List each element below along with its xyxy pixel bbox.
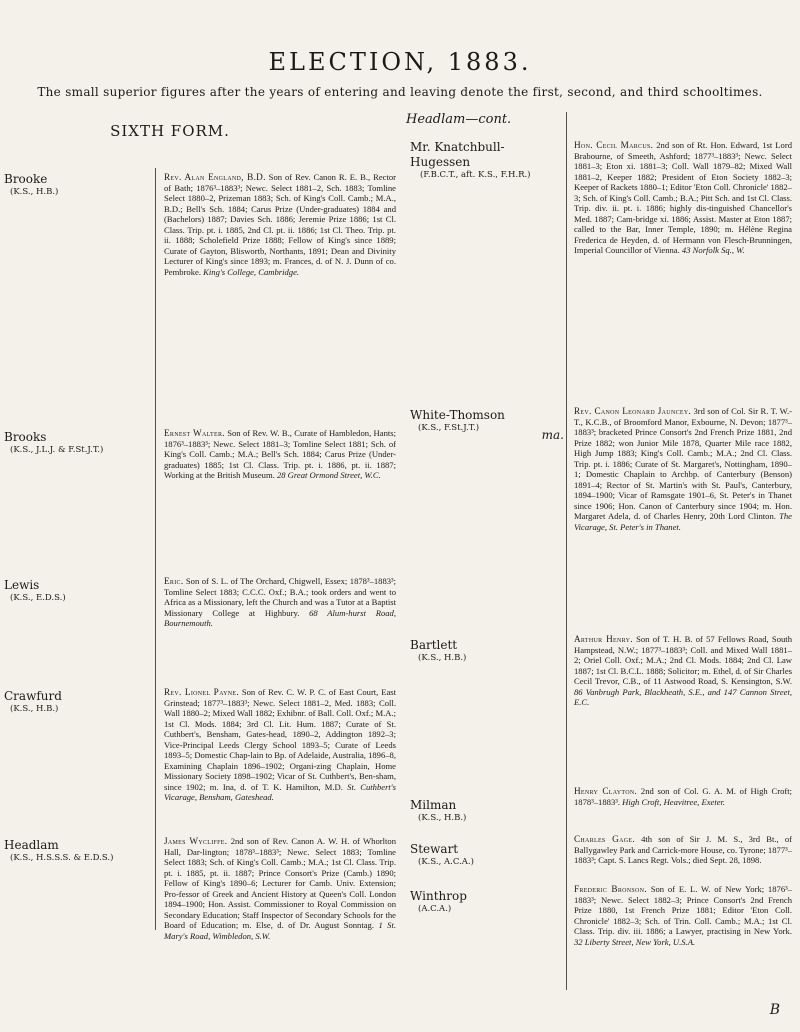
ma-suffix: ma.: [541, 428, 564, 442]
name-label-4: Headlam (K.S., H.S.S.S. & E.D.S.): [4, 838, 114, 863]
name-label-0: Brooke (K.S., H.B.): [4, 172, 59, 197]
name-label-6: White-Thomson (K.S., F.St.J.T.): [410, 408, 505, 433]
entry-bartlett: Arthur Henry. Son of T. H. B. of 57 Fellows Road, South Hampstead, N.W.; 1877³–1883³; Coll. and Mixed Wall 1881–2; Oriel Coll. Oxf.; M.A.; 2nd Cl. Mods. 1884; 2nd Cl. Law 1887; 1st Cl. B.C.L. 1888; Solicitor; m. Ethel, d. of Sir Charles Cecil Trevor, C.B., of 11 Astwood Road, S. Kensington, S.W. 86 Vanbrugh Park, Blackheath, S.E., and 147 Cannon Street, E.C.: [574, 634, 792, 707]
sixth-form-heading: SIXTH FORM.: [110, 122, 230, 140]
page-title: ELECTION, 1883.: [268, 48, 532, 76]
entry-white-thomson: Rev. Canon Leonard Jauncey. 3rd son of Col. Sir R. T. W.-T., K.C.B., of Broomford Manor, Exbourne, N. Devon; 1877³–1883³; bracketed Prince Consort's 2nd French Prize 1881, 2nd Prize 1882; won Junior Mile 1878, Quarter Mile race 1882, High Jump 1883; King's Coll. Camb.; M.A.; 2nd Cl. Class. Trip. pt. i. 1886; Curate of St. Margaret's, Nottingham, 1890–1; Domestic Chaplain to Archbp. of Canterbury (Benson) 1891–4; Rector of St. Martin's with St. Paul's, Canterbury, 1894–1900; Vicar of Ramsgate 1901–6, St. Peter's in Thanet since 1906; Hon. Canon of Canterbury since 1904; m. Hon. Margaret Adela, d. of Charles Henry, 20th Lord Clinton. The Vicarage, St. Peter's in Thanet.: [574, 406, 792, 532]
headlam-continued-heading: Headlam—cont.: [406, 112, 512, 127]
column-rule-1: [155, 168, 156, 930]
name-label-8: Milman (K.S., H.B.): [410, 798, 467, 823]
entries-column-2: [574, 140, 792, 947]
entry-brooke: Rev. Alan England, B.D. Son of Rev. Canon R. E. B., Rector of Bath; 1876³–1883³; Newc. Select 1881–2, Sch. 1883; Tomline Select 1880–2, Prizeman 1883; Sch. of King's Coll. Camb.; M.A., B.D.; Bell's Sch. 1884; Carus Prize (Under-graduates) 1884 and (Bachelors) 1887; Davies Sch. 1886; Jeremie Prize 1886; 1st Cl. Class. Trip. pt. i. 1885, 2nd Cl. pt. ii. 1886; 1st Cl. Theo. Trip. pt. ii. 1888; Scholefield Prize 1888; Fellow of King's since 1889; Curate of Gayton, Bliswortb, Northants, 1891; Dean and Divinity Lecturer of King's since 1893; m. Frances, d. of N. J. Dunn of co. Pembroke. King's College, Cambridge.: [164, 172, 396, 277]
column-rule-2: [566, 112, 567, 990]
entry-crawfurd: Rev. Lionel Payne. Son of Rev. C. W. P. C. of East Court, East Grinstead; 1877³–1883³; Newc. Select 1881–2, Med. 1883; Coll. Wall 1880–2; Mixed Wall 1882; Exhibnr. of Ball. Coll. Oxf.; M.A.; 1st Cl. Mods. 1884; 3rd Cl. Lit. Hum. 1887; Curate of St. Cuthbert's, Bensham, Gates-head, 1890–2, Addington 1892–3; Vice-Principal Leeds Clergy School 1893–5; Curate of Leeds 1893–5; Domestic Chap-lain to Bp. of Adelaide, Australia, 1896–8, Examining Chaplain 1896–1902; Organi-zing Chaplain, Home Missionary Society 1898–1902; Vicar of St. Cuthbert's, Ben-sham, since 1902; m. Ina, d. of T. K. Hamilton, M.D. St. Cuthbert's Vicarage, Bensham, Gateshead.: [164, 687, 396, 802]
entry-brooks: Ernest Walter. Son of Rev. W. B., Curate of Hambledon, Hants; 1876³–1883³; Newc. Select 1881–3; Tomline Select 1881; Sch. of King's Coll. Camb.; M.A.; Bell's Sch. 1884; Carus Prize (Under-graduates) 1885; 1st Cl. Class. Trip. pt. i. 1886, pt. ii. 1887; Working at the British Museum. 28 Great Ormond Street, W.C.: [164, 428, 396, 480]
entry-stewart: Charles Gage. 4th son of Sir J. M. S., 3rd Bt., of Ballygawley Park and Carrick-more House, co. Tyrone; 1877³–1883³; Capt. S. Lancs Regt. Vols.; died Sept. 28, 1898.: [574, 834, 792, 865]
name-label-9: Stewart (K.S., A.C.A.): [410, 842, 474, 867]
entries-column-1: [164, 172, 396, 941]
entry-headlam: James Wycliffe. 2nd son of Rev. Canon A. W. H. of Whorlton Hall, Dar-lington; 1878³–1883³; Newc. Select 1883; Tomline Select 1883; Sch. of King's Coll. Camb.; M.A.; 1st Cl. Class. Trip. pt. i. 1885, pt. ii. 1887; Prince Consort's Prize (Camb.) 1890; Fellow of King's 1890–6; Lecturer for Camb. Univ. Extension; Pro-fessor of Greek and Ancient History at Queen's Coll. London 1894–1900; Hon. Assist. Commissioner to Royal Commission on Secondary Education; Staff Inspector of Secondary Schools for the Board of Education; m. Else, d. of Dr. August Sonntag. 1 St. Mary's Road, Wimbledon, S.W.: [164, 836, 396, 941]
name-label-1: Brooks (K.S., J.L.J. & F.St.J.T.): [4, 430, 104, 455]
name-label-10: Winthrop (A.C.A.): [410, 889, 467, 914]
name-label-7: Bartlett (K.S., H.B.): [410, 638, 467, 663]
page-number: B: [769, 1002, 780, 1018]
entry-winthrop: Frederic Bronson. Son of E. L. W. of New York; 1876³–1883³; Newc. Select 1882–3; Prince Consort's 2nd French Prize 1880, 1st French Prize 1881; Editor 'Eton Coll. Chronicle' 1882–3; Sch. of Trin. Coll. Camb.; M.A.; 1st Cl. Class. Trip. div. iii. 1886; a Lawyer, practising in New York. 32 Liberty Street, New York, U.S.A.: [574, 884, 792, 947]
name-label-2: Lewis (K.S., E.D.S.): [4, 578, 66, 603]
page-subtitle: The small superior figures after the years of entering and leaving denote the first, second, and third schooltimes.: [37, 85, 763, 99]
name-label-5: Mr. Knatchbull-Hugessen (F.B.C.T., aft. K.S., F.H.R.): [410, 140, 531, 180]
entry-milman: Henry Clayton. 2nd son of Col. G. A. M. of High Croft; 1878³–1883³. High Croft, Heavitree, Exeter.: [574, 786, 792, 807]
name-label-3: Crawfurd (K.S., H.B.): [4, 689, 62, 714]
entry-lewis: Eric. Son of S. L. of The Orchard, Chigwell, Essex; 1878³–1883³; Tomline Select 1883; C.C.C. Oxf.; B.A.; took orders and went to Africa as a Missionary, left the Church and was a Tutor at a Baptist Missionary College at Highbury. 68 Alum-hurst Road, Bournemouth.: [164, 576, 396, 628]
entry-knatchbull-hugessen: Hon. Cecil Marcus. 2nd son of Rt. Hon. Edward, 1st Lord Brabourne, of Smeeth, Ashford; 1877³–1883³; Newc. Select 1881–3; Eton xi. 1881–3; Coll. Wall 1879–82; Mixed Wall 1881–2, Keeper 1882; President of Eton Society 1882–3; Keeper of Rackets 1880–1; Editor 'Eton Coll. Chronicle' 1882–3; Sch. of King's Coll. Camb.; B.A.; Pitt Sch. and 1st Cl. Class. Trip. div. ii. pt. i. 1886; highly dis-tinguished Chancellor's Med. 1887; Cam-bridge xi. 1886; Assist. Master at Eton 1887; called to the Bar, Inner Temple, 1890; m. Hélène Regina Frederica de Heyden, d. of Hermann von Flesch-Brunningen, Imperial Councillor of Vienna. 43 Norfolk Sq., W.: [574, 140, 792, 255]
